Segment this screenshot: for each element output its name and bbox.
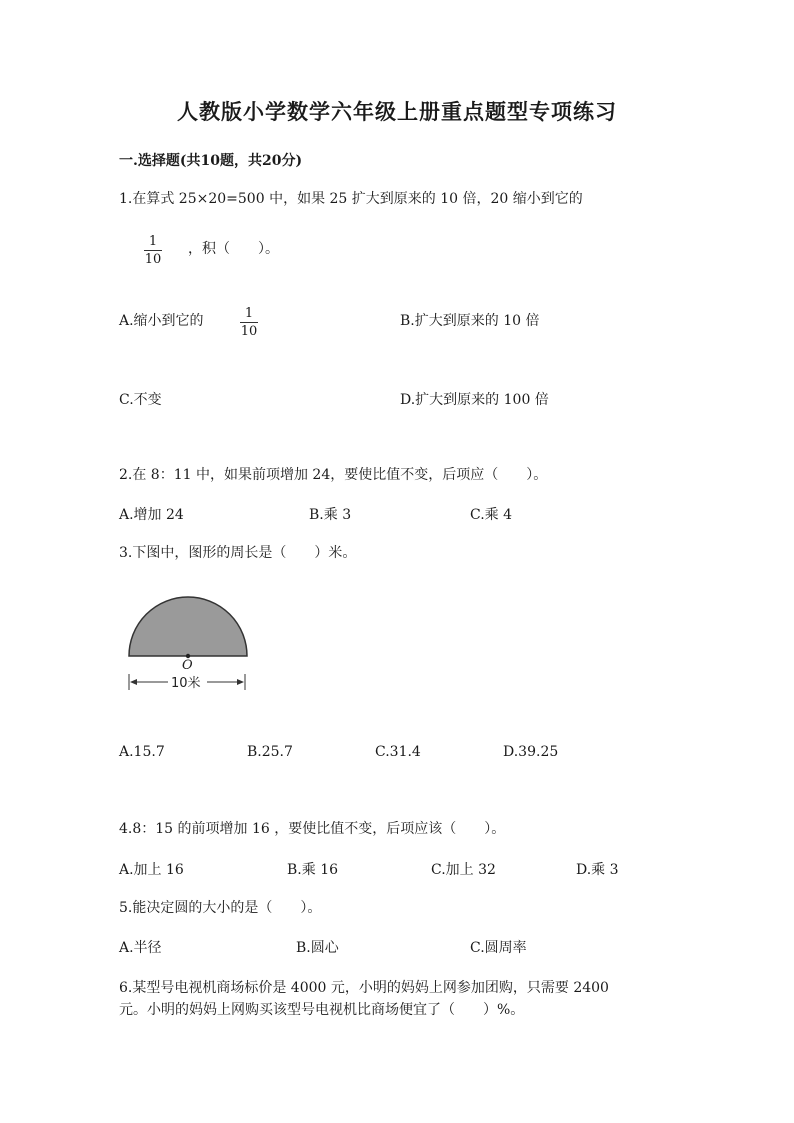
- question-3-option-c: C.31.4: [375, 744, 421, 760]
- width-label: 10米: [171, 676, 201, 691]
- question-5-option-a: A.半径: [119, 940, 162, 956]
- arrowhead-left: [130, 679, 137, 685]
- section-heading: 一.选择题(共10题，共20分): [119, 153, 303, 169]
- semicircle-shape: [129, 597, 247, 656]
- question-4-option-a: A.加上 16: [119, 862, 184, 878]
- question-3-option-a: A.15.7: [119, 744, 165, 760]
- question-2-option-c: C.乘 4: [470, 507, 513, 523]
- question-3-text: 3.下图中，图形的周长是（ ）米。: [119, 545, 357, 561]
- fraction-denominator: 10: [144, 252, 162, 267]
- fraction-bar: [144, 250, 162, 251]
- fraction-denominator: 10: [240, 324, 258, 339]
- question-1-fraction: [144, 230, 162, 267]
- fraction-numerator: 1: [244, 306, 254, 321]
- question-4-option-d: D.乘 3: [576, 862, 619, 878]
- question-6-text-line-1: 6.某型号电视机商场标价是 4000 元，小明的妈妈上网参加团购，只需要 2400: [119, 980, 609, 996]
- question-3-option-d: D.39.25: [503, 744, 559, 760]
- question-1-text: 1.在算式 25×20=500 中，如果 25 扩大到原来的 10 倍，20 缩小到它的: [119, 191, 583, 207]
- question-2-option-b: B.乘 3: [309, 507, 352, 523]
- question-1-option-d: D.扩大到原来的 100 倍: [400, 392, 549, 408]
- question-4-option-b: B.乘 16: [287, 862, 339, 878]
- question-5-text: 5.能决定圆的大小的是（ ）。: [119, 900, 322, 916]
- question-1-text-continued: ，积（ ）。: [188, 241, 279, 257]
- page-title: 人教版小学数学六年级上册重点题型专项练习: [177, 99, 617, 124]
- question-6-text-line-2: 元。小明的妈妈上网购买该型号电视机比商场便宜了（ ）%。: [119, 1002, 525, 1018]
- fraction-numerator: 1: [148, 234, 158, 249]
- question-2-option-a: A.增加 24: [119, 507, 184, 523]
- semicircle-figure: [118, 590, 258, 700]
- question-4-text: 4.8：15 的前项增加 16 ，要使比值不变，后项应该（ ）。: [119, 821, 506, 837]
- center-label: O: [182, 658, 193, 673]
- arrowhead-right: [237, 679, 244, 685]
- question-1-option-b: B.扩大到原来的 10 倍: [400, 313, 540, 329]
- question-5-option-b: B.圆心: [296, 940, 339, 956]
- question-2-text: 2.在 8：11 中，如果前项增加 24，要使比值不变，后项应（ ）。: [119, 467, 548, 483]
- question-1-option-c: C.不变: [119, 392, 162, 408]
- question-3-option-b: B.25.7: [247, 744, 293, 760]
- question-1-option-a-fraction: [240, 302, 258, 339]
- question-1-option-a: A.缩小到它的: [119, 313, 204, 329]
- question-5-option-c: C.圆周率: [470, 940, 527, 956]
- fraction-bar: [240, 322, 258, 323]
- question-4-option-c: C.加上 32: [431, 862, 496, 878]
